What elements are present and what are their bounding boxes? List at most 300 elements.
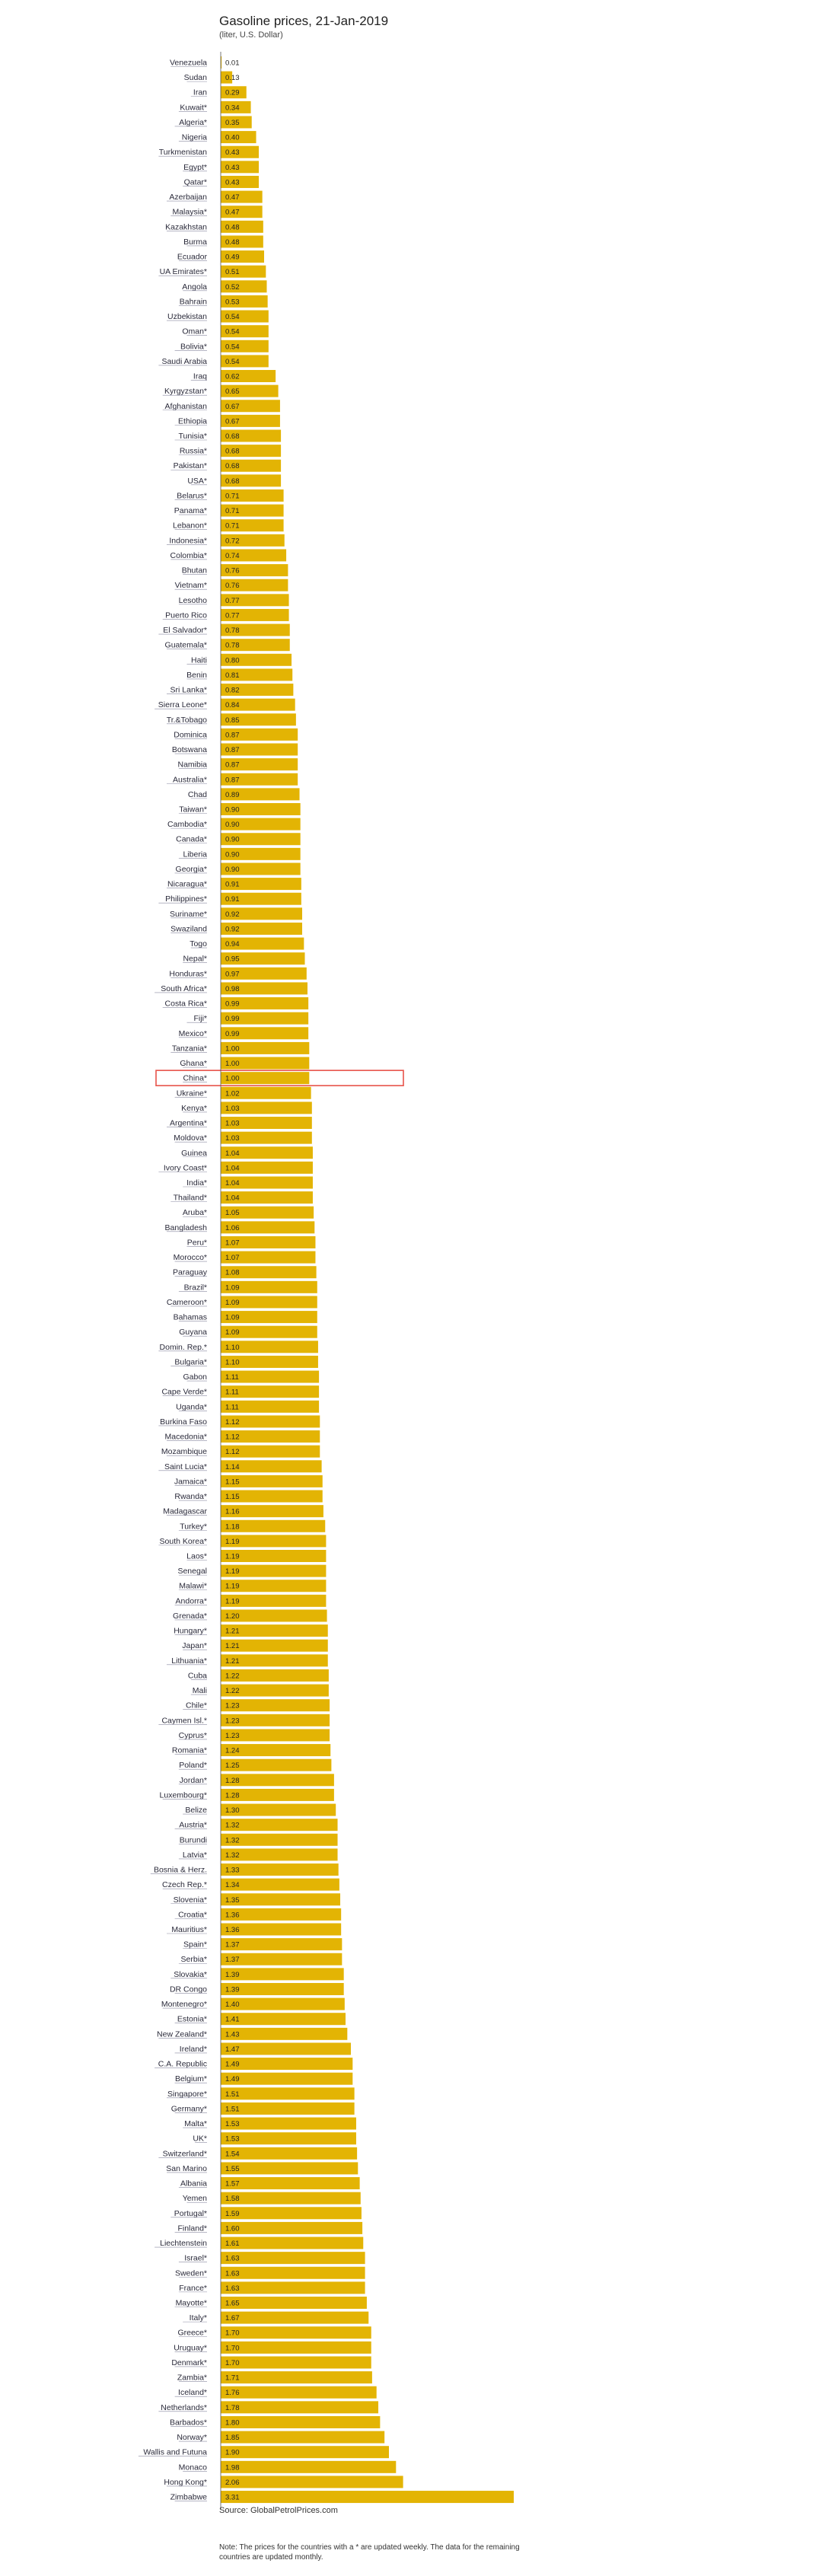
value-label: 0.48 xyxy=(225,223,240,232)
category-label: Cameroon* xyxy=(166,1297,207,1307)
category-label: Caymen Isl.* xyxy=(161,1716,207,1726)
category-label: Bangladesh xyxy=(164,1223,207,1232)
bar xyxy=(221,2491,514,2503)
category-label: Mozambique xyxy=(161,1447,207,1457)
category-label: Chile* xyxy=(185,1701,207,1710)
category-label: Ghana* xyxy=(180,1059,207,1069)
value-label: 1.03 xyxy=(225,1104,240,1113)
bar xyxy=(221,2431,384,2444)
category-label: Sweden* xyxy=(174,2268,207,2278)
bar xyxy=(221,2222,362,2234)
value-label: 0.77 xyxy=(225,596,240,605)
value-label: 1.11 xyxy=(225,1403,239,1412)
value-label: 1.03 xyxy=(225,1119,240,1128)
category-label: Morocco* xyxy=(173,1253,207,1263)
category-label: Netherlands* xyxy=(161,2402,207,2412)
value-label: 1.35 xyxy=(225,1895,240,1905)
category-label: Cyprus* xyxy=(178,1730,207,1740)
category-label: Bhutan xyxy=(181,566,207,575)
category-label: Iceland* xyxy=(178,2388,207,2398)
category-label: Angola xyxy=(182,282,207,292)
value-label: 3.31 xyxy=(225,2493,240,2502)
category-label: South Korea* xyxy=(159,1536,207,1546)
value-label: 1.20 xyxy=(225,1612,240,1621)
value-label: 1.70 xyxy=(225,2329,240,2338)
value-label: 1.28 xyxy=(225,1791,240,1800)
category-label: Egypt* xyxy=(183,162,207,172)
bar xyxy=(221,2013,346,2025)
category-label: Uzbekistan xyxy=(167,312,207,322)
value-label: 1.09 xyxy=(225,1298,240,1307)
value-label: 0.54 xyxy=(225,357,240,366)
bar xyxy=(221,2177,360,2189)
value-label: 1.03 xyxy=(225,1134,240,1143)
category-label: Cambodia* xyxy=(167,820,207,830)
category-label: Gabon xyxy=(183,1372,207,1382)
category-label: Ireland* xyxy=(179,2044,207,2054)
value-label: 0.99 xyxy=(225,999,240,1009)
value-label: 1.40 xyxy=(225,2001,240,2010)
value-label: 0.78 xyxy=(225,626,240,636)
bar xyxy=(221,2192,361,2205)
value-label: 1.43 xyxy=(225,2030,240,2039)
value-label: 1.19 xyxy=(225,1597,240,1606)
value-label: 0.68 xyxy=(225,462,240,471)
value-label: 1.78 xyxy=(225,2403,240,2412)
category-label: Liechtenstein xyxy=(160,2239,207,2249)
category-label: Uganda* xyxy=(176,1402,207,1412)
value-label: 1.30 xyxy=(225,1806,240,1816)
category-label: Jordan* xyxy=(179,1775,207,1785)
value-label: 0.78 xyxy=(225,641,240,650)
value-label: 1.32 xyxy=(225,1851,240,1860)
category-label: Poland* xyxy=(179,1761,207,1771)
value-label: 1.10 xyxy=(225,1358,240,1367)
category-label: San Marino xyxy=(166,2163,207,2173)
value-label: 1.04 xyxy=(225,1194,240,1203)
value-label: 0.84 xyxy=(225,701,240,710)
category-label: Algeria* xyxy=(179,117,207,127)
value-label: 1.12 xyxy=(225,1433,240,1442)
value-label: 0.71 xyxy=(225,521,240,531)
value-label: 0.72 xyxy=(225,537,240,546)
value-label: 1.11 xyxy=(225,1388,239,1397)
value-label: 0.99 xyxy=(225,1015,240,1024)
value-label: 1.22 xyxy=(225,1687,240,1696)
value-label: 0.87 xyxy=(225,746,240,755)
value-label: 0.90 xyxy=(225,865,240,874)
value-label: 1.23 xyxy=(225,1731,240,1740)
category-label: Portugal* xyxy=(174,2208,207,2218)
category-label: China* xyxy=(183,1073,207,1083)
value-label: 0.92 xyxy=(225,925,240,934)
value-label: 1.49 xyxy=(225,2060,240,2069)
category-label: Kyrgyzstan* xyxy=(164,387,207,397)
value-label: 0.89 xyxy=(225,790,240,799)
category-label: Spain* xyxy=(183,1940,207,1950)
value-label: 2.06 xyxy=(225,2478,240,2487)
category-label: Bahrain xyxy=(179,297,207,307)
bar xyxy=(221,2058,352,2070)
category-label: Nigeria xyxy=(181,132,207,142)
category-label: Venezuela xyxy=(169,58,207,68)
value-label: 0.94 xyxy=(225,940,240,949)
category-label: Montenegro* xyxy=(161,2000,207,2010)
bar xyxy=(221,2461,396,2473)
category-label: C.A. Republic xyxy=(158,2059,207,2069)
value-label: 1.11 xyxy=(225,1373,239,1382)
value-label: 0.68 xyxy=(225,477,240,486)
category-label: Albania xyxy=(180,2179,207,2189)
category-label: Guinea xyxy=(181,1148,207,1158)
bar xyxy=(221,2267,365,2279)
value-label: 1.15 xyxy=(225,1478,240,1487)
category-label: Canada* xyxy=(176,834,207,844)
value-label: 0.98 xyxy=(225,984,240,993)
value-label: 0.67 xyxy=(225,417,240,426)
value-label: 0.76 xyxy=(225,582,240,591)
bar xyxy=(221,2326,371,2338)
category-label: Mexico* xyxy=(178,1028,207,1038)
value-label: 1.07 xyxy=(225,1239,240,1248)
value-label: 0.43 xyxy=(225,178,240,187)
value-label: 1.80 xyxy=(225,2418,240,2428)
category-label: Sudan xyxy=(183,73,207,83)
category-label: Ivory Coast* xyxy=(163,1163,207,1173)
source-note: Source: GlobalPetrolPrices.com xyxy=(219,2506,338,2515)
category-label: Ethiopia xyxy=(178,416,207,426)
category-label: Barbados* xyxy=(169,2418,207,2428)
category-label: Jamaica* xyxy=(174,1477,207,1487)
bar xyxy=(221,2312,368,2324)
value-label: 1.65 xyxy=(225,2299,240,2308)
category-label: New Zealand* xyxy=(157,2029,207,2039)
category-label: Domin. Rep.* xyxy=(159,1342,207,1352)
value-label: 1.14 xyxy=(225,1462,240,1471)
category-label: Macedonia* xyxy=(164,1432,207,1442)
value-label: 1.00 xyxy=(225,1044,240,1054)
value-label: 1.55 xyxy=(225,2164,240,2173)
category-label: Puerto Rico xyxy=(165,611,207,620)
value-label: 0.91 xyxy=(225,895,240,904)
category-label: India* xyxy=(186,1178,207,1188)
category-label: Swaziland xyxy=(170,924,207,934)
value-label: 0.54 xyxy=(225,313,240,322)
value-label: 1.23 xyxy=(225,1701,240,1710)
category-label: Switzerland* xyxy=(162,2149,207,2159)
bar xyxy=(221,2028,347,2040)
value-label: 1.59 xyxy=(225,2209,240,2218)
value-label: 0.90 xyxy=(225,805,240,815)
category-label: Australia* xyxy=(173,775,207,785)
category-label: Andorra* xyxy=(175,1596,207,1606)
category-label: Bahamas xyxy=(173,1312,207,1322)
category-label: Georgia* xyxy=(175,864,207,874)
bar xyxy=(221,2073,352,2085)
value-label: 1.00 xyxy=(225,1074,240,1083)
category-label: Tanzania* xyxy=(171,1044,207,1054)
value-label: 1.22 xyxy=(225,1672,240,1681)
category-label: Israel* xyxy=(184,2253,207,2263)
value-label: 1.25 xyxy=(225,1761,240,1771)
value-label: 1.58 xyxy=(225,2195,240,2204)
category-label: Belgium* xyxy=(174,2074,207,2084)
value-label: 1.33 xyxy=(225,1866,240,1875)
bar xyxy=(221,2416,380,2428)
category-label: Zambia* xyxy=(177,2373,207,2383)
bar xyxy=(221,2386,377,2399)
category-label: Laos* xyxy=(186,1551,207,1561)
value-label: 1.47 xyxy=(225,2045,240,2054)
category-label: Azerbaijan xyxy=(169,193,207,202)
value-label: 1.67 xyxy=(225,2314,240,2323)
value-label: 1.12 xyxy=(225,1448,240,1457)
value-label: 0.13 xyxy=(225,74,240,83)
category-label: Costa Rica* xyxy=(164,999,207,1009)
value-label: 1.19 xyxy=(225,1567,240,1577)
x-tick-label xyxy=(365,2511,377,2512)
value-label: 0.90 xyxy=(225,850,240,859)
category-label: Sri Lanka* xyxy=(170,685,207,695)
category-label: Sierra Leone* xyxy=(158,700,207,710)
category-label: Uruguay* xyxy=(174,2343,207,2353)
value-label: 1.36 xyxy=(225,1926,240,1934)
category-label: Kazakhstan xyxy=(165,222,207,232)
category-label: France* xyxy=(179,2283,207,2293)
category-label: Croatia* xyxy=(178,1910,207,1920)
category-label: Saint Lucia* xyxy=(164,1462,207,1471)
category-label: Benin xyxy=(186,670,207,680)
category-label: Serbia* xyxy=(180,1955,207,1965)
category-label: Luxembourg* xyxy=(159,1790,207,1800)
value-label: 0.01 xyxy=(225,59,240,68)
value-label: 0.87 xyxy=(225,760,240,770)
value-label: 0.40 xyxy=(225,133,240,142)
category-label: Iraq xyxy=(193,371,207,381)
bar xyxy=(221,2207,362,2219)
category-label: Bulgaria* xyxy=(174,1357,207,1367)
value-label: 0.90 xyxy=(225,821,240,830)
category-label: Afghanistan xyxy=(164,401,207,411)
value-label: 0.52 xyxy=(225,282,240,292)
category-label: Brazil* xyxy=(183,1283,207,1293)
value-label: 0.29 xyxy=(225,88,240,97)
value-label: 0.95 xyxy=(225,955,240,964)
category-label: Botswana xyxy=(171,745,207,755)
value-label: 1.34 xyxy=(225,1881,240,1890)
category-label: Slovenia* xyxy=(173,1895,207,1905)
category-label: Turkey* xyxy=(180,1522,207,1532)
category-label: Mali xyxy=(192,1686,207,1696)
value-label: 1.39 xyxy=(225,1985,240,1994)
bar xyxy=(221,2118,356,2130)
value-label: 1.32 xyxy=(225,1836,240,1845)
category-label: Denmark* xyxy=(171,2358,207,2367)
value-label: 0.34 xyxy=(225,104,240,113)
value-label: 1.63 xyxy=(225,2254,240,2263)
value-label: 1.10 xyxy=(225,1343,240,1352)
category-label: Turkmenistan xyxy=(158,148,207,158)
value-label: 1.16 xyxy=(225,1507,240,1516)
value-label: 1.70 xyxy=(225,2344,240,2353)
category-label: Rwanda* xyxy=(174,1492,207,1502)
category-label: Taiwan* xyxy=(179,805,207,815)
category-label: Germany* xyxy=(170,2104,207,2114)
value-label: 1.02 xyxy=(225,1089,240,1098)
value-label: 0.90 xyxy=(225,835,240,844)
category-label: Estonia* xyxy=(177,2014,207,2024)
category-label: Colombia* xyxy=(170,550,207,560)
category-label: Finland* xyxy=(177,2224,207,2233)
category-label: Wallis and Futuna xyxy=(143,2447,207,2457)
value-label: 1.09 xyxy=(225,1328,240,1337)
value-label: 0.76 xyxy=(225,566,240,575)
category-label: Liberia xyxy=(183,850,207,859)
bar xyxy=(221,2476,403,2488)
chart-title: Gasoline prices, 21-Jan-2019 xyxy=(219,14,389,28)
bar xyxy=(221,2087,355,2099)
value-label: 0.68 xyxy=(225,432,240,441)
bar xyxy=(221,2237,363,2249)
category-label: Senegal xyxy=(177,1567,207,1577)
category-label: Kenya* xyxy=(181,1103,207,1113)
category-label: Togo xyxy=(190,939,207,949)
value-label: 0.47 xyxy=(225,208,240,217)
category-label: Singapore* xyxy=(167,2089,207,2099)
category-label: Pakistan* xyxy=(173,461,207,471)
category-label: USA* xyxy=(187,476,207,486)
category-label: Hungary* xyxy=(174,1626,207,1636)
category-label: Russia* xyxy=(179,446,207,456)
value-label: 0.91 xyxy=(225,880,240,889)
category-label: Moldova* xyxy=(174,1133,207,1143)
value-label: 1.39 xyxy=(225,1970,240,1979)
value-label: 1.54 xyxy=(225,2150,240,2159)
value-label: 0.65 xyxy=(225,387,240,397)
category-label: Nepal* xyxy=(183,954,207,964)
value-label: 0.97 xyxy=(225,970,240,979)
value-label: 0.87 xyxy=(225,731,240,740)
value-label: 1.04 xyxy=(225,1164,240,1173)
category-label: Bolivia* xyxy=(180,342,207,352)
category-label: Mayotte* xyxy=(175,2298,207,2308)
category-label: Peru* xyxy=(186,1238,207,1248)
bar xyxy=(221,2446,389,2458)
value-label: 1.51 xyxy=(225,2090,240,2099)
value-label: 1.21 xyxy=(225,1656,240,1666)
category-label: Chad xyxy=(187,789,207,799)
category-label: Haiti xyxy=(190,655,207,665)
value-label: 1.53 xyxy=(225,2120,240,2129)
value-label: 1.51 xyxy=(225,2105,240,2114)
category-label: Tunisia* xyxy=(178,432,207,441)
category-label: Hong Kong* xyxy=(164,2477,207,2487)
value-label: 1.53 xyxy=(225,2134,240,2144)
category-label: Guatemala* xyxy=(164,640,207,650)
value-label: 1.21 xyxy=(225,1627,240,1636)
category-label: Greece* xyxy=(177,2328,207,2338)
category-label: Indonesia* xyxy=(169,536,207,546)
category-label: Nicaragua* xyxy=(167,879,207,889)
category-label: Belarus* xyxy=(177,491,207,501)
value-label: 0.47 xyxy=(225,193,240,202)
category-label: Cuba xyxy=(187,1671,207,1681)
value-label: 0.54 xyxy=(225,343,240,352)
category-label: Kuwait* xyxy=(180,103,207,113)
value-label: 0.54 xyxy=(225,327,240,336)
value-label: 0.43 xyxy=(225,163,240,172)
chart-subtitle: (liter, U.S. Dollar) xyxy=(219,30,283,40)
category-label: Czech Rep.* xyxy=(162,1880,207,1890)
value-label: 1.28 xyxy=(225,1776,240,1785)
value-label: 0.74 xyxy=(225,551,240,560)
category-label: Saudi Arabia xyxy=(161,356,207,366)
category-label: Latvia* xyxy=(182,1850,207,1860)
value-label: 0.80 xyxy=(225,656,240,665)
value-label: 1.21 xyxy=(225,1642,240,1651)
category-label: Burma xyxy=(183,237,207,247)
category-label: Aruba* xyxy=(182,1208,207,1218)
category-label: Tr.&Tobago xyxy=(166,715,207,725)
bar xyxy=(221,2371,372,2383)
value-label: 1.06 xyxy=(225,1223,240,1232)
category-label: Norway* xyxy=(177,2433,207,2443)
value-label: 1.09 xyxy=(225,1283,240,1293)
category-label: UK* xyxy=(193,2134,207,2144)
value-label: 1.37 xyxy=(225,1940,240,1950)
category-label: Iran xyxy=(193,88,207,97)
value-label: 0.53 xyxy=(225,298,240,307)
category-label: Philippines* xyxy=(165,894,207,904)
category-label: El Salvador* xyxy=(163,626,207,636)
value-label: 0.87 xyxy=(225,776,240,785)
category-label: Lesotho xyxy=(178,595,207,605)
category-label: Lebanon* xyxy=(173,521,207,531)
category-label: Honduras* xyxy=(169,969,207,979)
category-label: DR Congo xyxy=(169,1985,207,1994)
value-label: 0.62 xyxy=(225,372,240,381)
category-label: Suriname* xyxy=(169,909,207,919)
category-label: Bosnia & Herz. xyxy=(153,1865,207,1875)
category-label: Austria* xyxy=(179,1820,207,1830)
category-label: Guyana xyxy=(179,1328,207,1337)
category-label: Slovakia* xyxy=(174,1969,207,1979)
bar xyxy=(221,2401,378,2413)
bar xyxy=(221,2103,355,2115)
value-label: 1.18 xyxy=(225,1522,240,1532)
value-label: 0.81 xyxy=(225,671,240,680)
value-label: 1.61 xyxy=(225,2240,240,2249)
value-label: 1.41 xyxy=(225,2015,240,2024)
value-label: 0.48 xyxy=(225,238,240,247)
bar xyxy=(221,2147,357,2160)
category-label: Yemen xyxy=(182,2194,207,2204)
value-label: 1.90 xyxy=(225,2448,240,2457)
value-label: 1.49 xyxy=(225,2075,240,2084)
category-label: Malta* xyxy=(184,2119,207,2129)
bar xyxy=(221,2132,356,2144)
bar xyxy=(221,2162,358,2174)
category-label: South Africa* xyxy=(161,984,207,993)
category-label: Panama* xyxy=(174,506,207,516)
value-label: 1.63 xyxy=(225,2284,240,2293)
value-label: 0.92 xyxy=(225,910,240,919)
value-label: 1.70 xyxy=(225,2358,240,2367)
value-label: 1.09 xyxy=(225,1313,240,1322)
value-label: 1.00 xyxy=(225,1060,240,1069)
value-label: 1.04 xyxy=(225,1149,240,1158)
category-label: UA Emirates* xyxy=(159,267,207,277)
